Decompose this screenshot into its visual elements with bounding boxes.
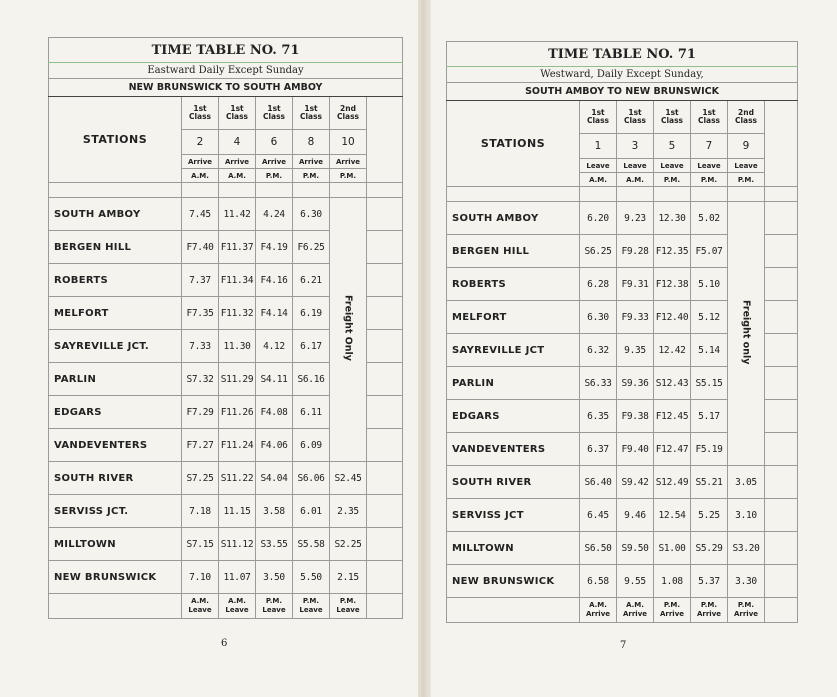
time-cell: 5.25	[691, 499, 728, 532]
train-class: 1st Class	[654, 101, 691, 134]
blank-column	[367, 97, 403, 183]
blank-cell	[367, 231, 403, 264]
table-row	[447, 202, 798, 235]
arrive-leave-label: Leave	[728, 159, 765, 173]
time-cell: F11.34	[219, 264, 256, 297]
arrive-leave-label: Arrive	[293, 155, 330, 169]
arrive-leave-label: Leave	[580, 159, 617, 173]
time-cell: 3.30	[728, 565, 765, 598]
time-cell: 7.45	[182, 198, 219, 231]
train-number: 3	[617, 134, 654, 159]
route-subtitle: NEW BRUNSWICK TO SOUTH AMBOY	[49, 79, 403, 97]
blank-cell	[367, 396, 403, 429]
time-cell: 6.19	[293, 297, 330, 330]
direction-subtitle: Eastward Daily Except Sunday	[49, 63, 403, 79]
arrive-leave-label: Arrive	[256, 155, 293, 169]
footer-label: A.M. Arrive	[617, 598, 654, 623]
station-name: NEW BRUNSWICK	[447, 565, 580, 598]
spacer-cell	[447, 598, 580, 623]
blank-cell	[765, 532, 798, 565]
right-page	[431, 0, 837, 697]
time-cell: F9.38	[617, 400, 654, 433]
station-name: SOUTH RIVER	[447, 466, 580, 499]
time-cell: 5.10	[691, 268, 728, 301]
time-cell: S3.55	[256, 528, 293, 561]
station-name: SOUTH AMBOY	[447, 202, 580, 235]
station-name: EDGARS	[447, 400, 580, 433]
table-row	[447, 565, 798, 598]
westward-timetable	[446, 41, 798, 623]
time-cell: F12.40	[654, 301, 691, 334]
blank-cell	[765, 565, 798, 598]
blank-cell	[367, 561, 403, 594]
stations-header: STATIONS	[447, 101, 580, 187]
time-cell: 7.18	[182, 495, 219, 528]
arrive-leave-label: Arrive	[182, 155, 219, 169]
time-cell: 7.33	[182, 330, 219, 363]
time-cell: S6.25	[580, 235, 617, 268]
blank-cell	[367, 594, 403, 619]
time-cell: 6.09	[293, 429, 330, 462]
am-pm-label: P.M.	[293, 169, 330, 183]
time-cell: S11.22	[219, 462, 256, 495]
time-cell: 6.20	[580, 202, 617, 235]
blank-column	[765, 101, 798, 187]
time-cell: 6.17	[293, 330, 330, 363]
station-name: ROBERTS	[447, 268, 580, 301]
blank-cell	[367, 363, 403, 396]
time-cell: S2.45	[330, 462, 367, 495]
time-cell: 6.11	[293, 396, 330, 429]
time-cell: 12.54	[654, 499, 691, 532]
page-number: 7	[620, 640, 627, 651]
blank-cell	[367, 297, 403, 330]
time-cell: F9.28	[617, 235, 654, 268]
station-name: PARLIN	[49, 363, 182, 396]
spacer-cell	[728, 187, 765, 202]
time-cell: 12.42	[654, 334, 691, 367]
train-class: 2nd Class	[728, 101, 765, 134]
time-cell: 7.37	[182, 264, 219, 297]
time-cell: F11.24	[219, 429, 256, 462]
arrive-leave-label: Leave	[691, 159, 728, 173]
spacer-cell	[765, 187, 798, 202]
am-pm-label: P.M.	[691, 173, 728, 187]
freight-only-note: Freight only	[728, 202, 765, 466]
arrive-leave-label: Leave	[654, 159, 691, 173]
blank-cell	[367, 429, 403, 462]
time-cell: S1.00	[654, 532, 691, 565]
time-cell: S7.15	[182, 528, 219, 561]
time-cell: 6.45	[580, 499, 617, 532]
time-cell: 9.55	[617, 565, 654, 598]
train-number: 7	[691, 134, 728, 159]
time-cell: S4.11	[256, 363, 293, 396]
blank-cell	[765, 202, 798, 235]
station-name: MELFORT	[49, 297, 182, 330]
time-cell: S9.50	[617, 532, 654, 565]
time-cell: 3.05	[728, 466, 765, 499]
station-name: BERGEN HILL	[49, 231, 182, 264]
time-cell: 4.12	[256, 330, 293, 363]
station-name: SOUTH AMBOY	[49, 198, 182, 231]
time-cell: 6.32	[580, 334, 617, 367]
time-cell: 3.10	[728, 499, 765, 532]
table-row	[49, 198, 403, 231]
train-class: 1st Class	[293, 97, 330, 130]
time-cell: F6.25	[293, 231, 330, 264]
train-number: 4	[219, 130, 256, 155]
train-class: 2nd Class	[330, 97, 367, 130]
page-number: 6	[221, 638, 228, 649]
train-class: 1st Class	[182, 97, 219, 130]
footer-label: P.M. Arrive	[691, 598, 728, 623]
footer-label: P.M. Arrive	[728, 598, 765, 623]
table-row	[49, 528, 403, 561]
time-cell: 2.15	[330, 561, 367, 594]
blank-cell	[765, 598, 798, 623]
train-number: 10	[330, 130, 367, 155]
arrive-leave-label: Arrive	[219, 155, 256, 169]
station-name: ROBERTS	[49, 264, 182, 297]
time-cell: F4.19	[256, 231, 293, 264]
am-pm-label: A.M.	[580, 173, 617, 187]
time-cell: S9.42	[617, 466, 654, 499]
time-cell: 5.50	[293, 561, 330, 594]
blank-cell	[765, 367, 798, 400]
spacer-cell	[256, 183, 293, 198]
time-cell: 5.17	[691, 400, 728, 433]
time-cell: 6.37	[580, 433, 617, 466]
footer-label: A.M. Arrive	[580, 598, 617, 623]
spacer-cell	[219, 183, 256, 198]
time-cell: 9.23	[617, 202, 654, 235]
train-class: 1st Class	[256, 97, 293, 130]
footer-label: P.M. Arrive	[654, 598, 691, 623]
station-name: VANDEVENTERS	[49, 429, 182, 462]
blank-cell	[765, 400, 798, 433]
spacer-cell	[617, 187, 654, 202]
time-cell: S5.29	[691, 532, 728, 565]
station-name: EDGARS	[49, 396, 182, 429]
station-name: SERVISS JCT.	[49, 495, 182, 528]
time-cell: 9.35	[617, 334, 654, 367]
station-name: SOUTH RIVER	[49, 462, 182, 495]
am-pm-label: P.M.	[256, 169, 293, 183]
time-cell: F5.19	[691, 433, 728, 466]
blank-cell	[367, 462, 403, 495]
am-pm-label: A.M.	[219, 169, 256, 183]
am-pm-label: A.M.	[182, 169, 219, 183]
time-cell: 5.37	[691, 565, 728, 598]
time-cell: S7.32	[182, 363, 219, 396]
train-number: 6	[256, 130, 293, 155]
blank-cell	[765, 301, 798, 334]
time-cell: 6.30	[293, 198, 330, 231]
time-cell: 11.07	[219, 561, 256, 594]
footer-label: P.M. Leave	[293, 594, 330, 619]
time-cell: 5.14	[691, 334, 728, 367]
time-cell: S4.04	[256, 462, 293, 495]
time-cell: F12.38	[654, 268, 691, 301]
time-cell: S7.25	[182, 462, 219, 495]
time-cell: F4.06	[256, 429, 293, 462]
spacer-cell	[654, 187, 691, 202]
route-subtitle: SOUTH AMBOY TO NEW BRUNSWICK	[447, 83, 798, 101]
station-name: MELFORT	[447, 301, 580, 334]
blank-cell	[765, 466, 798, 499]
time-cell: S6.40	[580, 466, 617, 499]
blank-cell	[765, 433, 798, 466]
station-name: BERGEN HILL	[447, 235, 580, 268]
table-row	[447, 532, 798, 565]
time-cell: F11.32	[219, 297, 256, 330]
station-name: VANDEVENTERS	[447, 433, 580, 466]
time-cell: S11.29	[219, 363, 256, 396]
stations-header: STATIONS	[49, 97, 182, 183]
time-cell: S12.43	[654, 367, 691, 400]
time-cell: S11.12	[219, 528, 256, 561]
blank-cell	[765, 268, 798, 301]
time-cell: F7.27	[182, 429, 219, 462]
book-spine	[417, 0, 431, 697]
station-name: MILLTOWN	[49, 528, 182, 561]
freight-only-note: Freight Only	[330, 198, 367, 462]
station-name: SAYREVILLE JCT	[447, 334, 580, 367]
timetable-title: TIME TABLE NO. 71	[447, 42, 798, 67]
station-name: SERVISS JCT	[447, 499, 580, 532]
time-cell: 12.30	[654, 202, 691, 235]
time-cell: 3.58	[256, 495, 293, 528]
blank-cell	[367, 198, 403, 231]
time-cell: F9.31	[617, 268, 654, 301]
station-name: NEW BRUNSWICK	[49, 561, 182, 594]
time-cell: 9.46	[617, 499, 654, 532]
time-cell: S6.50	[580, 532, 617, 565]
footer-label: P.M. Leave	[256, 594, 293, 619]
time-cell: F11.26	[219, 396, 256, 429]
time-cell: 6.35	[580, 400, 617, 433]
time-cell: F7.35	[182, 297, 219, 330]
blank-cell	[367, 528, 403, 561]
spacer-cell	[49, 183, 182, 198]
time-cell: 4.24	[256, 198, 293, 231]
time-cell: S12.49	[654, 466, 691, 499]
spacer-cell	[182, 183, 219, 198]
footer-label: A.M. Leave	[219, 594, 256, 619]
train-class: 1st Class	[580, 101, 617, 134]
time-cell: S6.16	[293, 363, 330, 396]
time-cell: S5.21	[691, 466, 728, 499]
spacer-cell	[367, 183, 403, 198]
time-cell: S6.06	[293, 462, 330, 495]
time-cell: 2.35	[330, 495, 367, 528]
time-cell: 7.10	[182, 561, 219, 594]
station-name: SAYREVILLE JCT.	[49, 330, 182, 363]
eastward-timetable	[48, 37, 403, 619]
time-cell: F11.37	[219, 231, 256, 264]
time-cell: 6.30	[580, 301, 617, 334]
footer-label: A.M. Leave	[182, 594, 219, 619]
blank-cell	[367, 330, 403, 363]
train-class: 1st Class	[219, 97, 256, 130]
time-cell: 6.01	[293, 495, 330, 528]
time-cell: F7.29	[182, 396, 219, 429]
time-cell: 11.42	[219, 198, 256, 231]
time-cell: S6.33	[580, 367, 617, 400]
time-cell: F4.08	[256, 396, 293, 429]
train-class: 1st Class	[617, 101, 654, 134]
table-row	[49, 561, 403, 594]
time-cell: F7.40	[182, 231, 219, 264]
time-cell: 11.30	[219, 330, 256, 363]
table-row	[49, 495, 403, 528]
time-cell: F9.40	[617, 433, 654, 466]
spacer-cell	[330, 183, 367, 198]
time-cell: F5.07	[691, 235, 728, 268]
direction-subtitle: Westward, Daily Except Sunday,	[447, 67, 798, 83]
time-cell: 1.08	[654, 565, 691, 598]
arrive-leave-label: Leave	[617, 159, 654, 173]
am-pm-label: P.M.	[654, 173, 691, 187]
time-cell: 6.28	[580, 268, 617, 301]
left-page	[0, 0, 418, 697]
train-number: 5	[654, 134, 691, 159]
time-cell: 5.02	[691, 202, 728, 235]
time-cell: 11.15	[219, 495, 256, 528]
table-row	[49, 462, 403, 495]
spacer-cell	[49, 594, 182, 619]
time-cell: F12.45	[654, 400, 691, 433]
am-pm-label: A.M.	[617, 173, 654, 187]
time-cell: F9.33	[617, 301, 654, 334]
time-cell: 3.50	[256, 561, 293, 594]
train-class: 1st Class	[691, 101, 728, 134]
arrive-leave-label: Arrive	[330, 155, 367, 169]
time-cell: S5.15	[691, 367, 728, 400]
blank-cell	[765, 235, 798, 268]
time-cell: F12.47	[654, 433, 691, 466]
am-pm-label: P.M.	[728, 173, 765, 187]
table-row	[447, 466, 798, 499]
spacer-cell	[691, 187, 728, 202]
train-number: 9	[728, 134, 765, 159]
blank-cell	[367, 495, 403, 528]
blank-cell	[367, 264, 403, 297]
footer-label: P.M. Leave	[330, 594, 367, 619]
time-cell: 5.12	[691, 301, 728, 334]
train-number: 2	[182, 130, 219, 155]
time-cell: 6.58	[580, 565, 617, 598]
time-cell: 6.21	[293, 264, 330, 297]
table-row	[447, 499, 798, 532]
time-cell: S2.25	[330, 528, 367, 561]
time-cell: S5.58	[293, 528, 330, 561]
blank-cell	[765, 499, 798, 532]
timetable-title: TIME TABLE NO. 71	[49, 38, 403, 63]
time-cell: S9.36	[617, 367, 654, 400]
station-name: PARLIN	[447, 367, 580, 400]
time-cell: F4.16	[256, 264, 293, 297]
station-name: MILLTOWN	[447, 532, 580, 565]
train-number: 8	[293, 130, 330, 155]
time-cell: F4.14	[256, 297, 293, 330]
train-number: 1	[580, 134, 617, 159]
time-cell: S3.20	[728, 532, 765, 565]
spacer-cell	[293, 183, 330, 198]
time-cell: F12.35	[654, 235, 691, 268]
spacer-cell	[447, 187, 580, 202]
am-pm-label: P.M.	[330, 169, 367, 183]
spacer-cell	[580, 187, 617, 202]
blank-cell	[765, 334, 798, 367]
